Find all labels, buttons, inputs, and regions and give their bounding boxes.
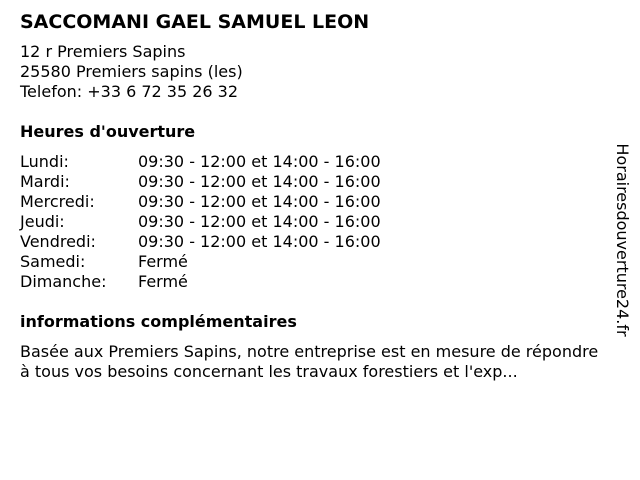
- day-label: Lundi:: [20, 152, 69, 171]
- hours-row-thursday: [20, 212, 600, 232]
- hours-row-friday: [20, 232, 600, 252]
- time-value: 09:30 - 12:00 et 14:00 - 16:00: [138, 232, 381, 251]
- time-value: Fermé: [138, 252, 188, 271]
- time-value: Fermé: [138, 272, 188, 291]
- site-watermark: Horairesdouverture24.fr: [613, 143, 632, 337]
- phone-number: Telefon: +33 6 72 35 26 32: [20, 82, 239, 101]
- day-label: Vendredi:: [20, 232, 96, 251]
- additional-info-heading: informations complémentaires: [20, 312, 297, 331]
- business-description: Basée aux Premiers Sapins, notre entreprise est en mesure de répondre à tous vos besoins concernant les travaux forestiers et l'exp...: [20, 342, 599, 381]
- hours-row-monday: [20, 152, 600, 172]
- hours-row-tuesday: [20, 172, 600, 192]
- business-name: SACCOMANI GAEL SAMUEL LEON: [20, 11, 370, 33]
- address-city: 25580 Premiers sapins (les): [20, 62, 243, 81]
- day-label: Samedi:: [20, 252, 86, 271]
- opening-hours-heading: Heures d'ouverture: [20, 122, 196, 141]
- address-street: 12 r Premiers Sapins: [20, 42, 186, 61]
- day-label: Mercredi:: [20, 192, 95, 211]
- hours-row-sunday: [20, 272, 600, 292]
- time-value: 09:30 - 12:00 et 14:00 - 16:00: [138, 152, 381, 171]
- hours-row-wednesday: [20, 192, 600, 212]
- time-value: 09:30 - 12:00 et 14:00 - 16:00: [138, 172, 381, 191]
- business-card: [20, 10, 600, 382]
- hours-row-saturday: [20, 252, 600, 272]
- opening-hours-table: [20, 152, 600, 292]
- day-label: Jeudi:: [20, 212, 65, 231]
- day-label: Dimanche:: [20, 272, 107, 291]
- time-value: 09:30 - 12:00 et 14:00 - 16:00: [138, 212, 381, 231]
- day-label: Mardi:: [20, 172, 70, 191]
- time-value: 09:30 - 12:00 et 14:00 - 16:00: [138, 192, 381, 211]
